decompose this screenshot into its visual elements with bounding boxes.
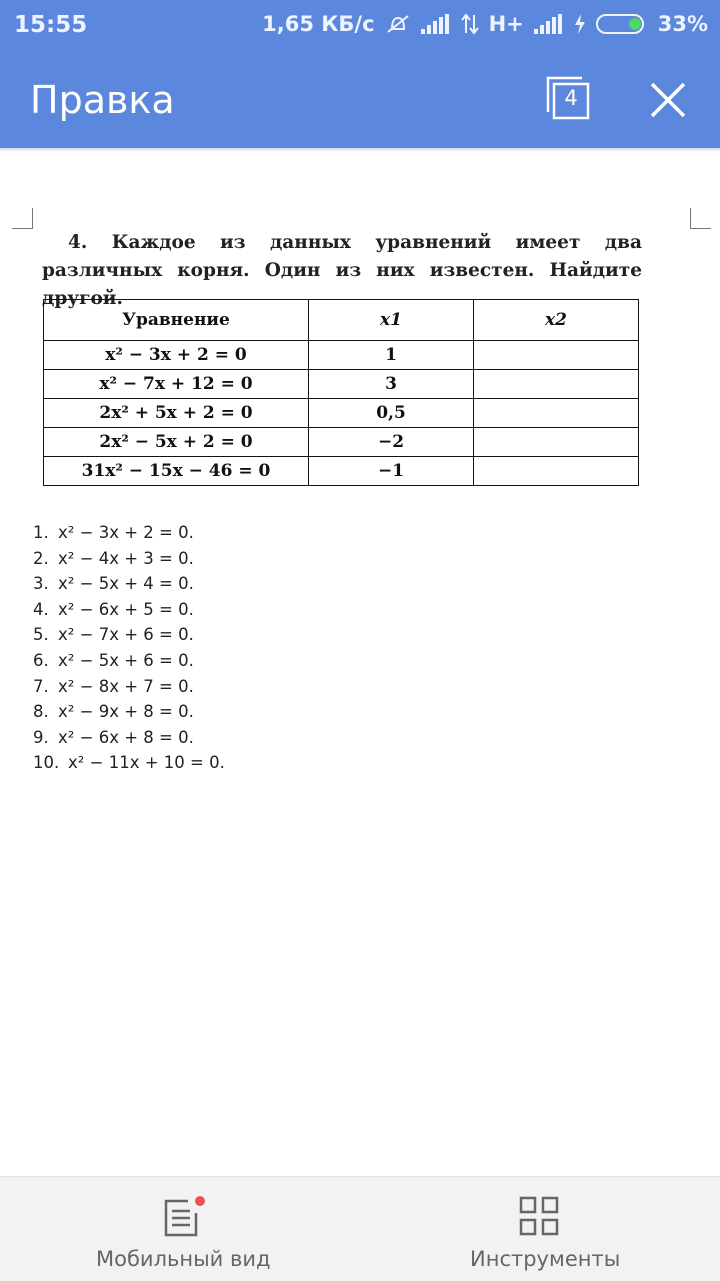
document-view[interactable] <box>0 152 720 1176</box>
table-cell-equation: 2x² − 5x + 2 = 0 <box>44 428 309 457</box>
table-header-row <box>44 300 639 341</box>
status-bar <box>0 0 720 50</box>
crop-mark-left <box>12 208 33 229</box>
battery-level: 33% <box>657 12 708 36</box>
header-x1: x1 <box>309 300 474 341</box>
list-item: 5. x² − 7x + 6 = 0. <box>33 625 194 645</box>
table-cell-equation: 2x² + 5x + 2 = 0 <box>44 399 309 428</box>
table-cell-x2 <box>474 399 639 428</box>
mute-icon <box>385 13 411 35</box>
tools-button[interactable] <box>360 1177 720 1281</box>
charging-icon <box>574 14 586 34</box>
table-cell-x1: −2 <box>309 428 474 457</box>
header-equation: Уравнение <box>44 300 309 341</box>
list-item: 7. x² − 8x + 7 = 0. <box>33 676 194 696</box>
tools-label: Инструменты <box>470 1247 621 1271</box>
list-item: 4. x² − 6x + 5 = 0. <box>33 599 194 619</box>
table-cell-equation: 31x² − 15x − 46 = 0 <box>44 457 309 486</box>
bottom-toolbar <box>0 1176 720 1281</box>
app-bar <box>0 50 720 148</box>
status-time: 15:55 <box>14 12 88 38</box>
network-speed: 1,65 КБ/с <box>262 12 375 36</box>
table-cell-x2 <box>474 457 639 486</box>
table-cell-x2 <box>474 341 639 370</box>
list-item: 3. x² − 5x + 4 = 0. <box>33 574 194 594</box>
data-arrows-icon <box>461 13 479 35</box>
close-icon <box>642 74 694 126</box>
signal-icon-2 <box>534 14 564 34</box>
table-cell-x1: −1 <box>309 457 474 486</box>
signal-icon <box>421 14 451 34</box>
list-item: 10. x² − 11x + 10 = 0. <box>33 753 225 773</box>
table-row <box>44 341 639 370</box>
close-button[interactable] <box>642 74 694 126</box>
table-cell-equation: x² − 3x + 2 = 0 <box>44 341 309 370</box>
table-cell-x2 <box>474 428 639 457</box>
task-body: Каждое из данных уравнений имеет два различных корня. Один из них известен. Найдите другой. <box>42 232 642 309</box>
table-row <box>44 399 639 428</box>
table-cell-x2 <box>474 370 639 399</box>
table-cell-x1: 0,5 <box>309 399 474 428</box>
task-number: 4. <box>68 232 88 253</box>
list-item: 2. x² − 4x + 3 = 0. <box>33 548 194 568</box>
network-type: H+ <box>488 12 524 36</box>
header-x2: x2 <box>474 300 639 341</box>
page-title: Правка <box>30 78 175 122</box>
mobile-view-label: Мобильный вид <box>96 1247 271 1271</box>
tabs-button[interactable] <box>544 74 592 122</box>
table-row <box>44 457 639 486</box>
battery-icon <box>596 13 648 35</box>
table-row <box>44 428 639 457</box>
mobile-view-icon <box>160 1195 210 1239</box>
mobile-view-button[interactable] <box>0 1177 360 1281</box>
table-cell-equation: x² − 7x + 12 = 0 <box>44 370 309 399</box>
table-cell-x1: 3 <box>309 370 474 399</box>
table-row <box>44 370 639 399</box>
crop-mark-right <box>690 208 711 229</box>
table-cell-x1: 1 <box>309 341 474 370</box>
list-item: 1. x² − 3x + 2 = 0. <box>33 523 194 542</box>
list-item: 9. x² − 6x + 8 = 0. <box>33 727 194 747</box>
tools-grid-icon <box>518 1195 560 1237</box>
status-icons <box>262 12 708 36</box>
list-item: 6. x² − 5x + 6 = 0. <box>33 650 194 670</box>
tab-count: 4 <box>564 86 578 110</box>
equation-list <box>33 520 225 776</box>
list-item: 8. x² − 9x + 8 = 0. <box>33 702 194 722</box>
equation-table <box>43 299 639 486</box>
